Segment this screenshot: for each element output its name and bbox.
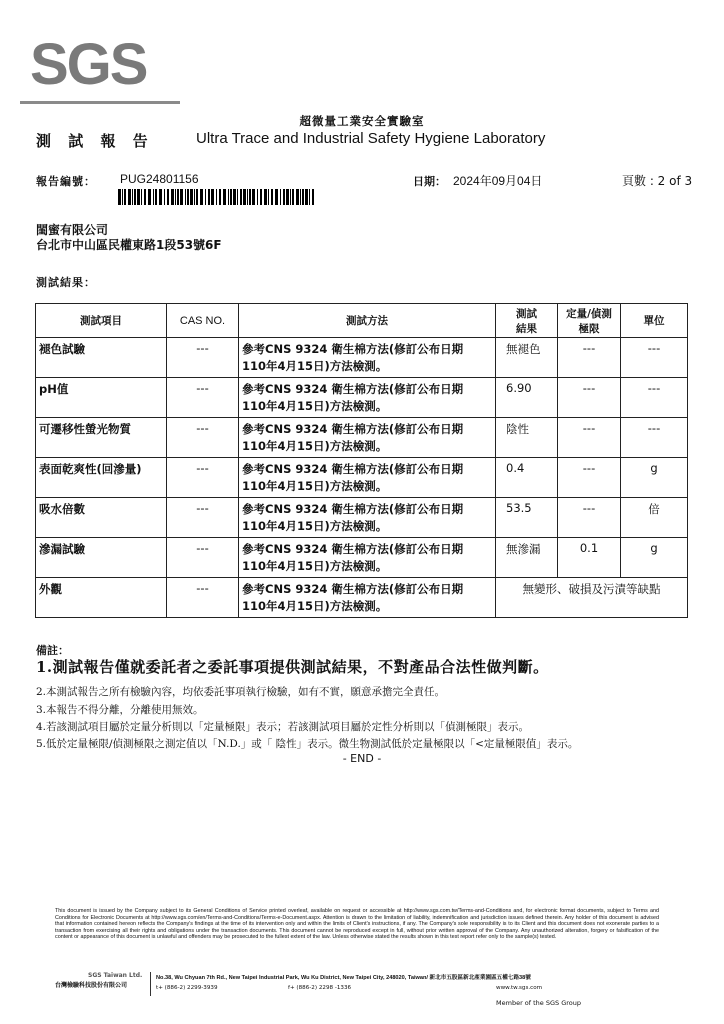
- footer-member-text: Member of the SGS Group: [496, 999, 582, 1007]
- header-result-line1: 測試: [516, 307, 537, 320]
- cell-unit: ---: [621, 418, 688, 458]
- cell-limit: ---: [558, 338, 621, 378]
- method-line1: 參考CNS 9324 衛生棉方法(修訂公布日期: [242, 542, 464, 556]
- cell-limit: ---: [558, 498, 621, 538]
- method-line1: 參考CNS 9324 衛生棉方法(修訂公布日期: [242, 462, 464, 476]
- cell-limit: ---: [558, 378, 621, 418]
- cell-limit: 0.1: [558, 538, 621, 578]
- cell-item: 吸水倍數: [36, 498, 167, 538]
- cell-item: 滲漏試驗: [36, 538, 167, 578]
- footer-address: No.38, Wu Chyuan 7th Rd., New Taipei Industrial Park, Wu Ku District, New Taipei City, 248020, Taiwan/ 新北市五股區新北產業園區五權七路38號: [156, 975, 531, 981]
- method-line2: 110年4月15日)方法檢測。: [242, 479, 388, 493]
- cell-method: [239, 378, 496, 418]
- lab-name-en: Ultra Trace and Industrial Safety Hygiene Laboratory: [196, 130, 546, 147]
- cell-item: 褪色試驗: [36, 338, 167, 378]
- method-line1: 參考CNS 9324 衛生棉方法(修訂公布日期: [242, 342, 464, 356]
- logo-underline: [20, 101, 180, 104]
- note-3: 3.本報告不得分離，分離使用無效。: [36, 704, 204, 716]
- table-row: [36, 458, 688, 498]
- cell-item: 可遷移性螢光物質: [36, 418, 167, 458]
- header-limit: [558, 304, 621, 338]
- cell-result: 陰性: [496, 418, 558, 458]
- cell-result: 6.90: [496, 378, 558, 418]
- table-row: [36, 418, 688, 458]
- results-table: [35, 303, 688, 618]
- report-title: 測 試 報 告: [36, 132, 154, 150]
- cell-method: [239, 338, 496, 378]
- barcode-icon: [118, 189, 318, 205]
- cell-unit: g: [621, 538, 688, 578]
- header-unit: 單位: [621, 304, 688, 338]
- note-4: 4.若該測試項目屬於定量分析則以「定量極限」表示；若該測試項目屬於定性分析則以「偵測極限」表示。: [36, 721, 530, 733]
- method-line1: 參考CNS 9324 衛生棉方法(修訂公布日期: [242, 422, 464, 436]
- method-line2: 110年4月15日)方法檢測。: [242, 519, 388, 533]
- cell-unit: ---: [621, 338, 688, 378]
- footer-phone: t+ (886-2) 2299-3939: [156, 985, 218, 991]
- cell-item: pH值: [36, 378, 167, 418]
- cell-method: [239, 418, 496, 458]
- method-line1: 參考CNS 9324 衛生棉方法(修訂公布日期: [242, 502, 464, 516]
- method-line1: 參考CNS 9324 衛生棉方法(修訂公布日期: [242, 382, 464, 396]
- table-row: [36, 538, 688, 578]
- cell-merged-result: 無變形、破損及污漬等缺點: [496, 578, 688, 618]
- notes-label: 備註：: [36, 644, 69, 657]
- footer-company-cn: 台灣檢驗科技股份有限公司: [55, 982, 128, 989]
- method-line2: 110年4月15日)方法檢測。: [242, 359, 388, 373]
- report-date: 2024年09月04日: [453, 174, 543, 188]
- table-header-row: [36, 304, 688, 338]
- header-result: [496, 304, 558, 338]
- cell-method: [239, 538, 496, 578]
- cell-cas: ---: [167, 538, 239, 578]
- cell-unit: 倍: [621, 498, 688, 538]
- header-limit-line2: 極限: [578, 322, 600, 335]
- results-label: 測試結果：: [36, 276, 96, 289]
- client-address: 台北市中山區民權東路1段53號6F: [36, 238, 222, 252]
- report-number: PUG24801156: [120, 172, 199, 186]
- cell-method: [239, 458, 496, 498]
- header-item: 測試項目: [36, 304, 167, 338]
- cell-cas: ---: [167, 418, 239, 458]
- table-row: [36, 498, 688, 538]
- cell-item: 外觀: [36, 578, 167, 618]
- cell-unit: g: [621, 458, 688, 498]
- cell-result: 無滲漏: [496, 538, 558, 578]
- header-limit-line1: 定量/偵測: [566, 307, 612, 320]
- header-result-line2: 結果: [516, 322, 537, 335]
- cell-result: 53.5: [496, 498, 558, 538]
- note-1: 1.測試報告僅就委託者之委託事項提供測試結果，不對產品合法性做判斷。: [36, 658, 549, 676]
- footer-company-en: SGS Taiwan Ltd.: [88, 972, 143, 979]
- method-line2: 110年4月15日)方法檢測。: [242, 599, 388, 613]
- table-row: [36, 378, 688, 418]
- method-line1: 參考CNS 9324 衛生棉方法(修訂公布日期: [242, 582, 464, 596]
- cell-method: [239, 498, 496, 538]
- cell-result: 無褪色: [496, 338, 558, 378]
- cell-cas: ---: [167, 578, 239, 618]
- cell-cas: ---: [167, 338, 239, 378]
- cell-cas: ---: [167, 378, 239, 418]
- cell-limit: ---: [558, 458, 621, 498]
- cell-cas: ---: [167, 498, 239, 538]
- table-row: [36, 338, 688, 378]
- method-line2: 110年4月15日)方法檢測。: [242, 559, 388, 573]
- note-5: 5.低於定量極限/偵測極限之測定值以「N.D.」或「 陰性」表示。微生物測試低於定量極限以「<定量極限值」表示。: [36, 738, 579, 750]
- footer-website: www.tw.sgs.com: [496, 985, 543, 991]
- table-row-last: [36, 578, 688, 618]
- cell-method: [239, 578, 496, 618]
- date-label: 日期：: [413, 175, 446, 188]
- lab-name-cn: 超微量工業安全實驗室: [299, 114, 425, 128]
- footer-fax: f+ (886-2) 2298 -1336: [288, 985, 352, 991]
- page-number: 頁數 : 2 of 3: [622, 174, 693, 188]
- header-method: 測試方法: [239, 304, 496, 338]
- cell-limit: ---: [558, 418, 621, 458]
- client-name: 閨蜜有限公司: [36, 223, 109, 237]
- cell-unit: ---: [621, 378, 688, 418]
- cell-result: 0.4: [496, 458, 558, 498]
- method-line2: 110年4月15日)方法檢測。: [242, 399, 388, 413]
- footer-divider: [150, 972, 151, 996]
- report-number-label: 報告編號：: [36, 175, 96, 188]
- method-line2: 110年4月15日)方法檢測。: [242, 439, 388, 453]
- header-cas: CAS NO.: [167, 304, 239, 338]
- cell-cas: ---: [167, 458, 239, 498]
- legal-disclaimer: This document is issued by the Company subject to its General Conditions of Service printed overleaf, available on request or accessible at http://www.sgs.com.tw/Terms-and-Conditions and, for electronic format documents, subject to Terms and Conditions for Electronic Documents at http://www.sgs.com/en/Terms-and-Conditions/Terms-e-Document.aspx. Attention is drawn to the limitation of liability, indemnification and jurisdiction issues defined therein. Any holder of this document is advised that information contained hereon reflects the Company's findings at the time of its intervention only and within the limits of Client's instructions, if any. The Company's sole responsibility is to its Client and this document does not exonerate parties to a transaction from exercising all their rights and obligations under the transaction documents. This document cannot be reproduced except in full, without prior written approval of the Company. Any unauthorized alteration, forgery or falsification of the content or appearance of this document is unlawful and offenders may be prosecuted to the fullest extent of the law. Unless otherwise stated the results shown in this test report refer only to the sample(s) tested.: [55, 908, 659, 941]
- cell-item: 表面乾爽性(回滲量): [36, 458, 167, 498]
- note-2: 2.本測試報告之所有檢驗內容，均依委託事項執行檢驗，如有不實，願意承擔完全責任。: [36, 686, 446, 698]
- sgs-logo-text: SGS: [30, 32, 147, 97]
- end-mark: - END -: [342, 752, 382, 765]
